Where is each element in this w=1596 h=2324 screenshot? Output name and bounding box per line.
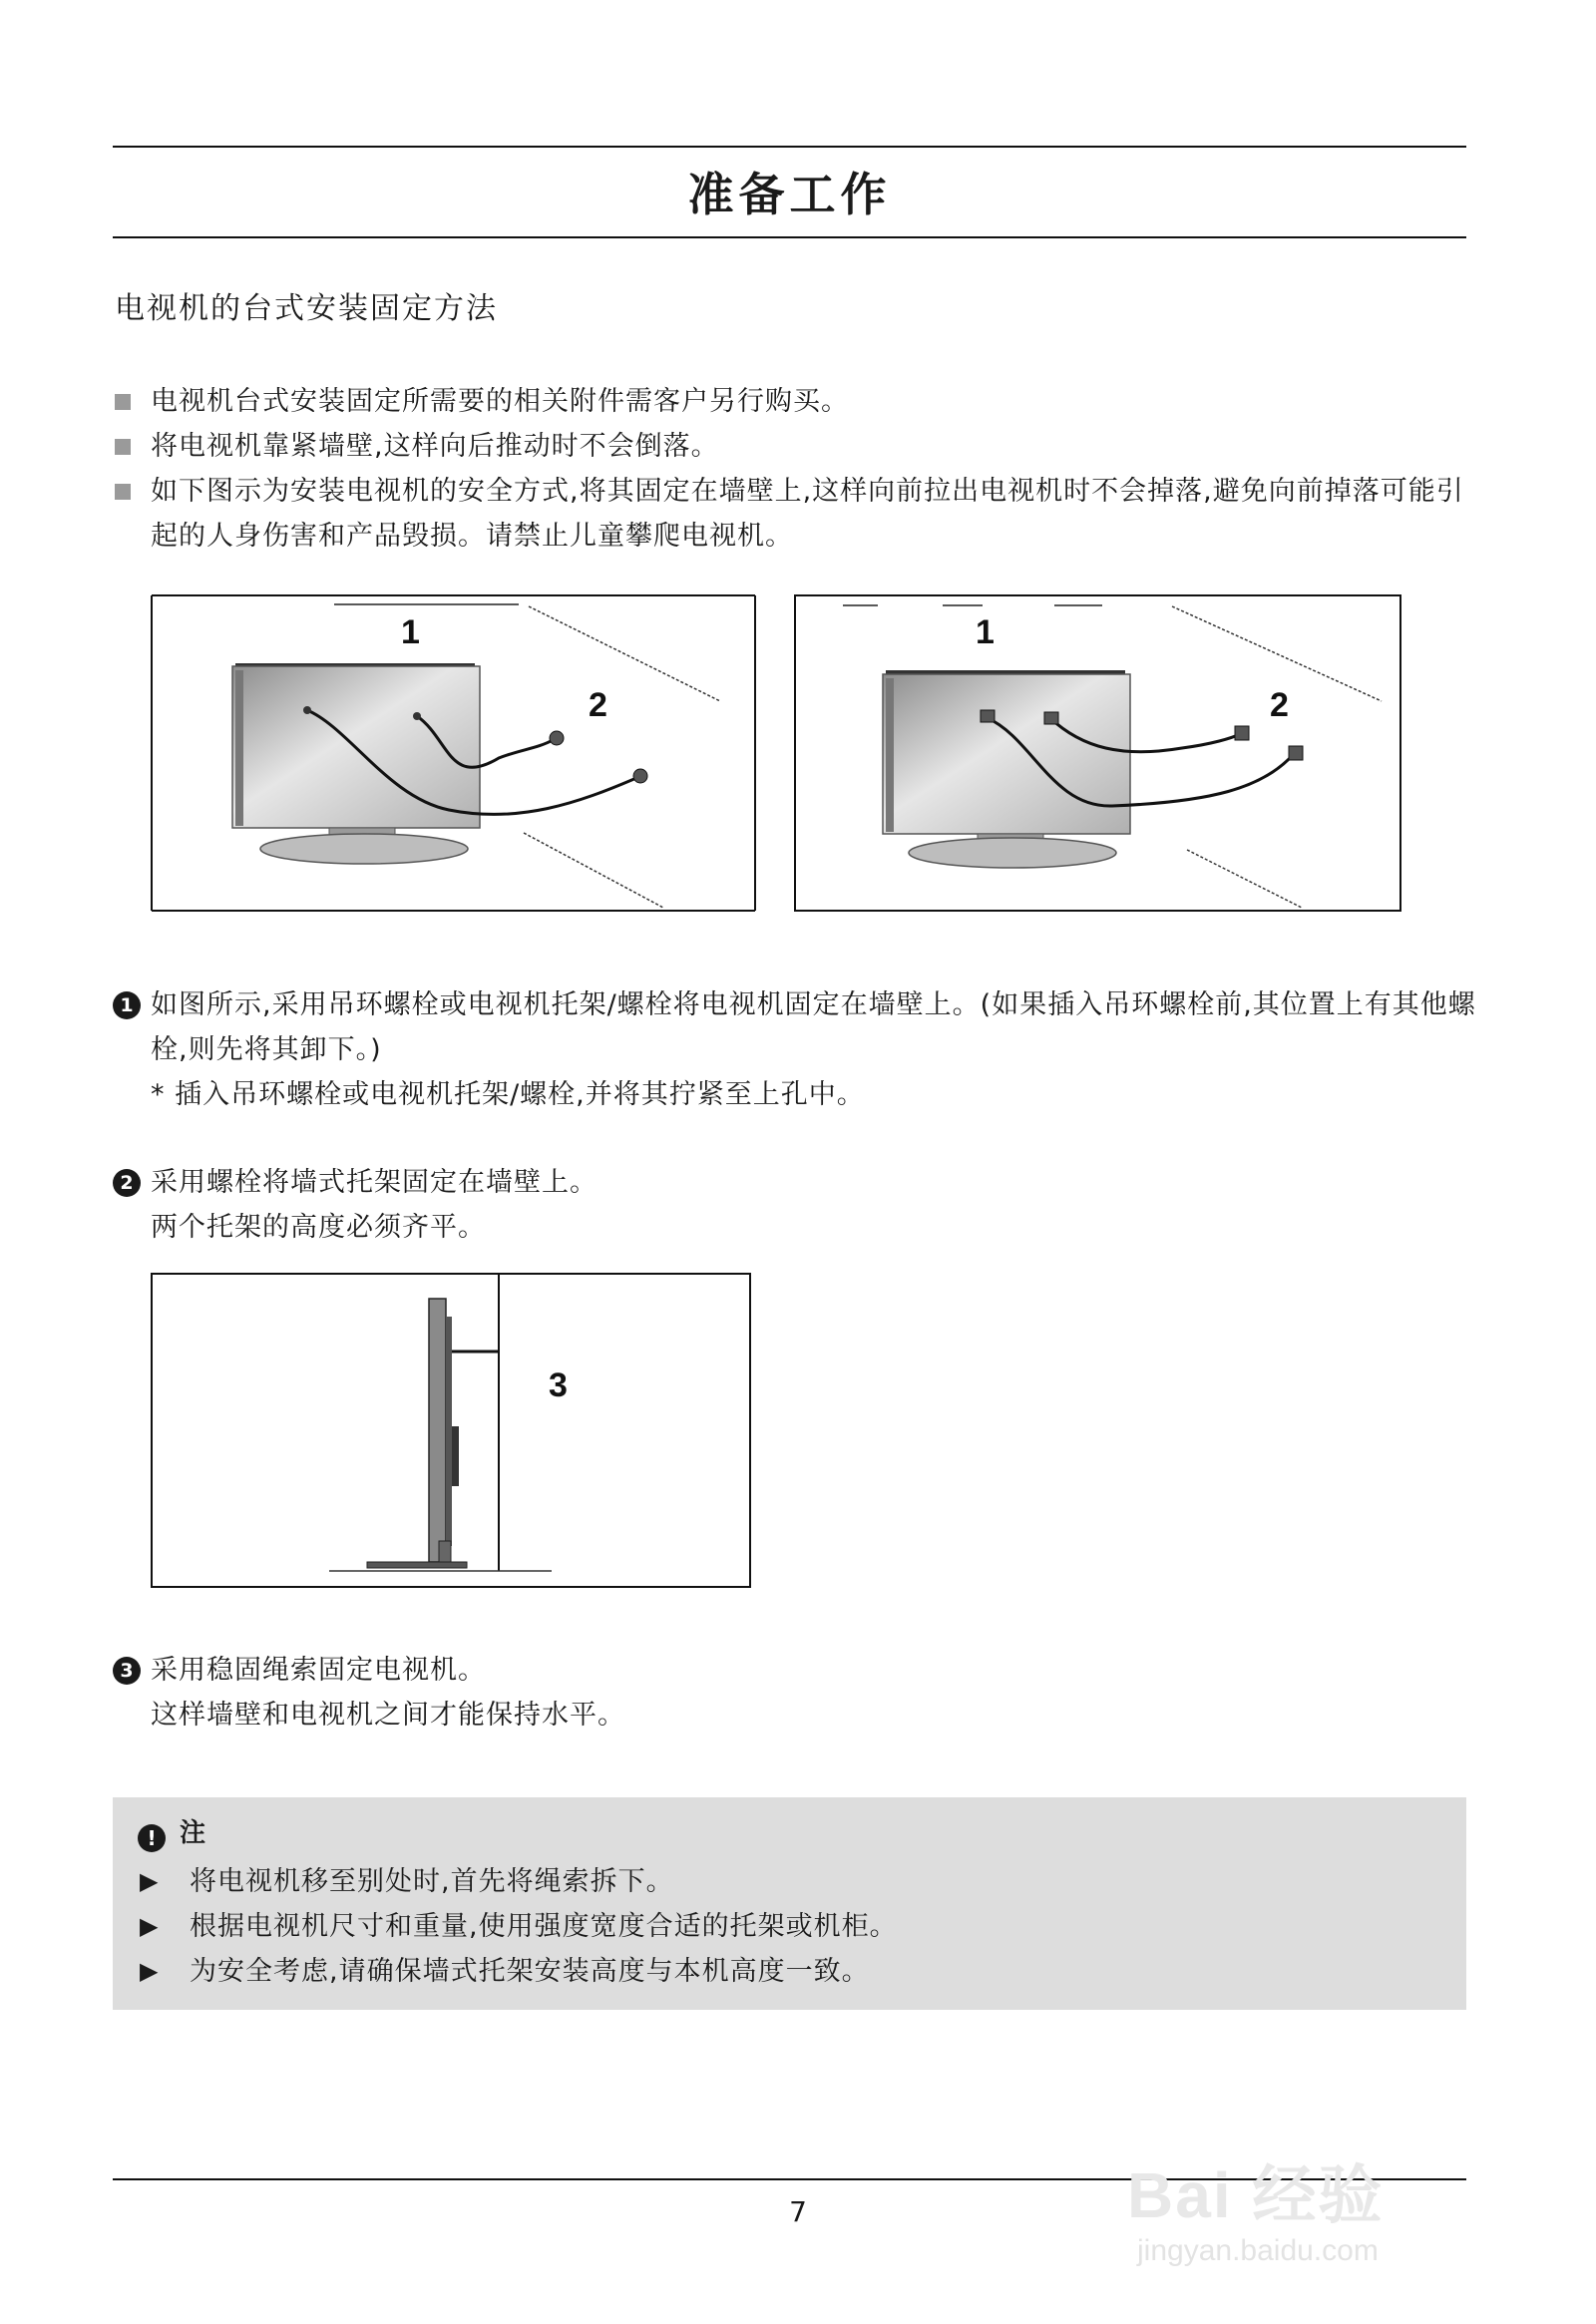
figure-label-2: 2 (1270, 686, 1289, 724)
header-bottom-rule (113, 236, 1466, 238)
exclamation-circle-icon: ! (138, 1824, 166, 1852)
bullet-list (113, 379, 1479, 559)
step-number-badge: 1 (113, 991, 141, 1019)
figure-label-1: 1 (401, 613, 420, 651)
square-bullet-icon (115, 394, 131, 410)
note-heading: ! 注 (138, 1813, 205, 1853)
note-list (138, 1859, 1434, 1994)
figure-label-1: 1 (976, 613, 995, 651)
page-title: 准备工作 (687, 168, 892, 221)
triangle-bullet-icon: ▶ (140, 1957, 160, 1985)
note-item: ▶ 为安全考虑,请确保墙式托架安装高度与本机高度一致。 (138, 1949, 1434, 1994)
header-top-rule (113, 146, 1466, 148)
figure-label-3: 3 (549, 1366, 568, 1404)
step-number-badge: 2 (113, 1169, 141, 1197)
note-item: ▶ 根据电视机尺寸和重量,使用强度宽度合适的托架或机柜。 (138, 1904, 1434, 1949)
step-3: 3 采用稳固绳索固定电视机。 这样墙壁和电视机之间才能保持水平。 (113, 1648, 1479, 1738)
page-number: 7 (789, 2195, 807, 2228)
square-bullet-icon (115, 439, 131, 455)
note-item: ▶ 将电视机移至别处时,首先将绳索拆下。 (138, 1859, 1434, 1904)
figure-tv-bracket-right (793, 588, 1406, 918)
triangle-bullet-icon: ▶ (140, 1867, 160, 1895)
triangle-bullet-icon: ▶ (140, 1912, 160, 1940)
step-2: 2 采用螺栓将墙式托架固定在墙壁上。 两个托架的高度必须齐平。 (113, 1160, 1479, 1250)
figure-tv-eyebolt-left (150, 588, 758, 918)
bullet-item: 将电视机靠紧墙壁,这样向后推动时不会倒落。 (113, 424, 1479, 469)
watermark-url: jingyan.baidu.com (1137, 2234, 1379, 2267)
bullet-item: 电视机台式安装固定所需要的相关附件需客户另行购买。 (113, 379, 1479, 424)
bullet-item: 如下图示为安装电视机的安全方式,将其固定在墙壁上,这样向前拉出电视机时不会掉落,避免向前掉落可能引起的人身伤害和产品毁损。请禁止儿童攀爬电视机。 (113, 469, 1479, 559)
figure-tv-side-view (150, 1272, 754, 1591)
watermark-logo: Bai 经验 (1127, 2159, 1385, 2231)
figure-label-2: 2 (589, 686, 607, 724)
note-box (113, 1797, 1466, 2010)
step-number-badge: 3 (113, 1657, 141, 1685)
square-bullet-icon (115, 484, 131, 500)
section-subtitle: 电视机的台式安装固定方法 (115, 291, 498, 326)
step-1: 1 如图所示,采用吊环螺栓或电视机托架/螺栓将电视机固定在墙壁上。(如果插入吊环螺栓前,其位置上有其他螺栓,则先将其卸下。) * 插入吊环螺栓或电视机托架/螺栓,并将其拧紧至上孔中。 (113, 982, 1479, 1117)
